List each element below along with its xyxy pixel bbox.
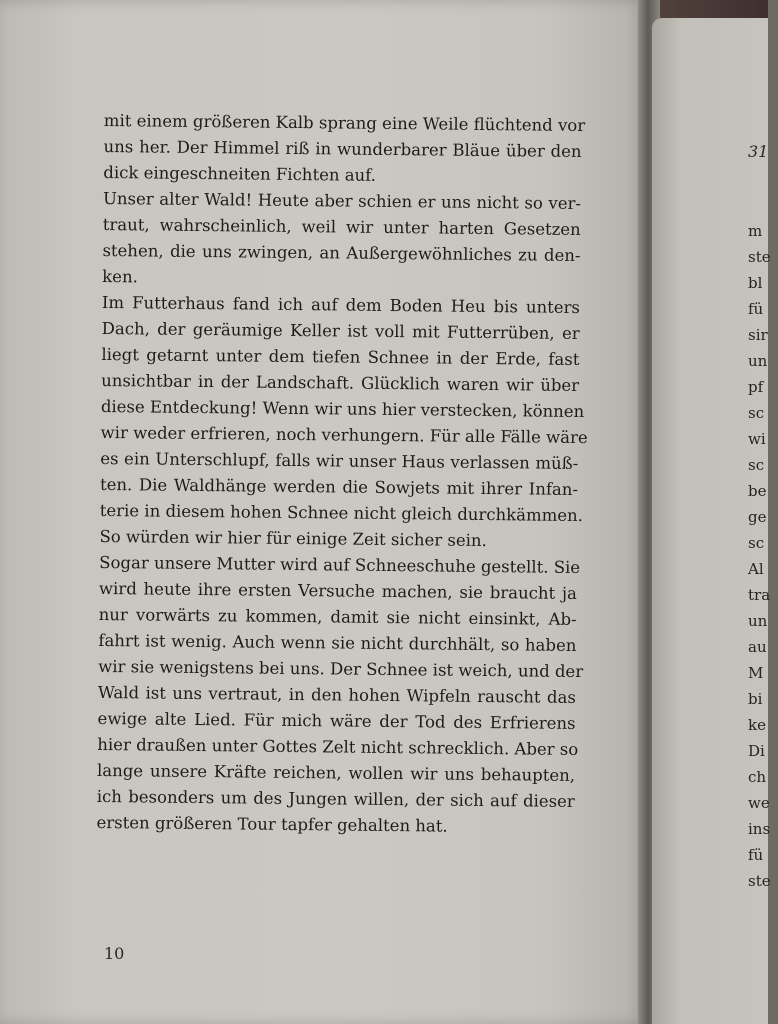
text-line: nur vorwärts zu kommen, damit sie nicht einsinkt, Ab-	[98, 604, 577, 629]
text-fragment: ste	[748, 872, 771, 890]
text-fragment: tra	[748, 586, 771, 604]
text-line: hier draußen unter Gottes Zelt nicht schrecklich. Aber so	[97, 734, 579, 760]
text-fragment: Di	[748, 742, 765, 760]
text-fragment: we	[748, 794, 770, 812]
text-fragment: un	[748, 612, 768, 630]
page-number: 10	[104, 944, 125, 963]
text-fragment: sc	[748, 404, 765, 422]
text-fragment: fü	[748, 300, 764, 318]
text-line: Im Futterhaus fand ich auf dem Boden Heu bis unters	[101, 292, 581, 317]
left-page-text	[96, 108, 588, 841]
text-line: ten. Die Waldhänge werden die Sowjets mit ihrer Infan-	[99, 474, 579, 499]
text-fragment: ch	[748, 768, 767, 786]
text-fragment: ge	[748, 508, 767, 526]
text-line: fahrt ist wenig. Auch wenn sie nicht durchhält, so haben	[98, 630, 577, 655]
text-fragment: ste	[748, 248, 771, 266]
text-line: wir sie wenigstens bei uns. Der Schnee ist weich, und der	[98, 656, 584, 682]
right-page-text-fragments	[748, 218, 778, 894]
text-fragment: bl	[748, 274, 763, 292]
text-fragment: wi	[748, 430, 766, 448]
text-fragment: be	[748, 482, 767, 500]
text-fragment: M	[748, 664, 764, 682]
text-line: Unser alter Wald! Heute aber schien er uns nicht so ver-	[102, 188, 582, 214]
text-fragment: ke	[748, 716, 766, 734]
text-line: ewige alte Lied. Für mich wäre der Tod des Erfrierens	[97, 708, 576, 733]
text-line: wir weder erfrieren, noch verhungern. Für alle Fälle wäre	[100, 422, 588, 448]
text-line: ken.	[102, 266, 138, 287]
text-line: liegt getarnt unter dem tiefen Schnee in der Erde, fast	[101, 344, 580, 369]
text-fragment: ins	[748, 820, 771, 838]
text-fragment: au	[748, 638, 767, 656]
text-fragment: Al	[748, 560, 764, 578]
text-line: traut, wahrscheinlich, weil wir unter harten Gesetzen	[102, 214, 581, 239]
text-line: mit einem größeren Kalb sprang eine Weile flüchtend vor	[103, 110, 586, 136]
text-line: ich besonders um des Jungen willen, der sich auf dieser	[96, 786, 575, 811]
text-line: wird heute ihre ersten Versuche machen, sie braucht ja	[98, 578, 578, 603]
text-line: So würden wir hier für einige Zeit sicher sein.	[99, 526, 487, 551]
text-fragment: fü	[748, 846, 764, 864]
text-line: lange unsere Kräfte reichen, wollen wir uns behaupten,	[96, 760, 576, 785]
text-line: stehen, die uns zwingen, an Außergewöhnliches zu den-	[102, 240, 581, 265]
text-line: terie in diesem hohen Schnee nicht gleich durchkämmen.	[99, 500, 584, 526]
text-fragment: un	[748, 352, 768, 370]
right-page-number: 31	[748, 142, 769, 161]
text-fragment: bi	[748, 690, 763, 708]
text-fragment: m	[748, 222, 763, 240]
text-line: unsichtbar in der Landschaft. Glücklich waren wir über	[101, 370, 580, 395]
text-fragment: pf	[748, 378, 764, 396]
text-line: uns her. Der Himmel riß in wunderbarer Bläue über den	[103, 136, 582, 162]
text-line: diese Entdeckung! Wenn wir uns hier verstecken, können	[100, 396, 585, 422]
text-line: dick eingeschneiten Fichten auf.	[103, 162, 377, 185]
text-line: ersten größeren Tour tapfer gehalten hat.	[96, 812, 448, 836]
text-line: Sogar unsere Mutter wird auf Schneeschuhe gestellt. Sie	[99, 552, 581, 578]
text-line: Wald ist uns vertraut, in den hohen Wipfeln rauscht das	[97, 682, 576, 707]
text-line: es ein Unterschlupf, falls wir unser Haus verlassen müß-	[100, 448, 579, 473]
text-fragment: sc	[748, 456, 765, 474]
text-fragment: sc	[748, 534, 765, 552]
text-line: Dach, der geräumige Keller ist voll mit Futterrüben, er	[101, 318, 580, 343]
text-fragment: sir	[748, 326, 768, 344]
